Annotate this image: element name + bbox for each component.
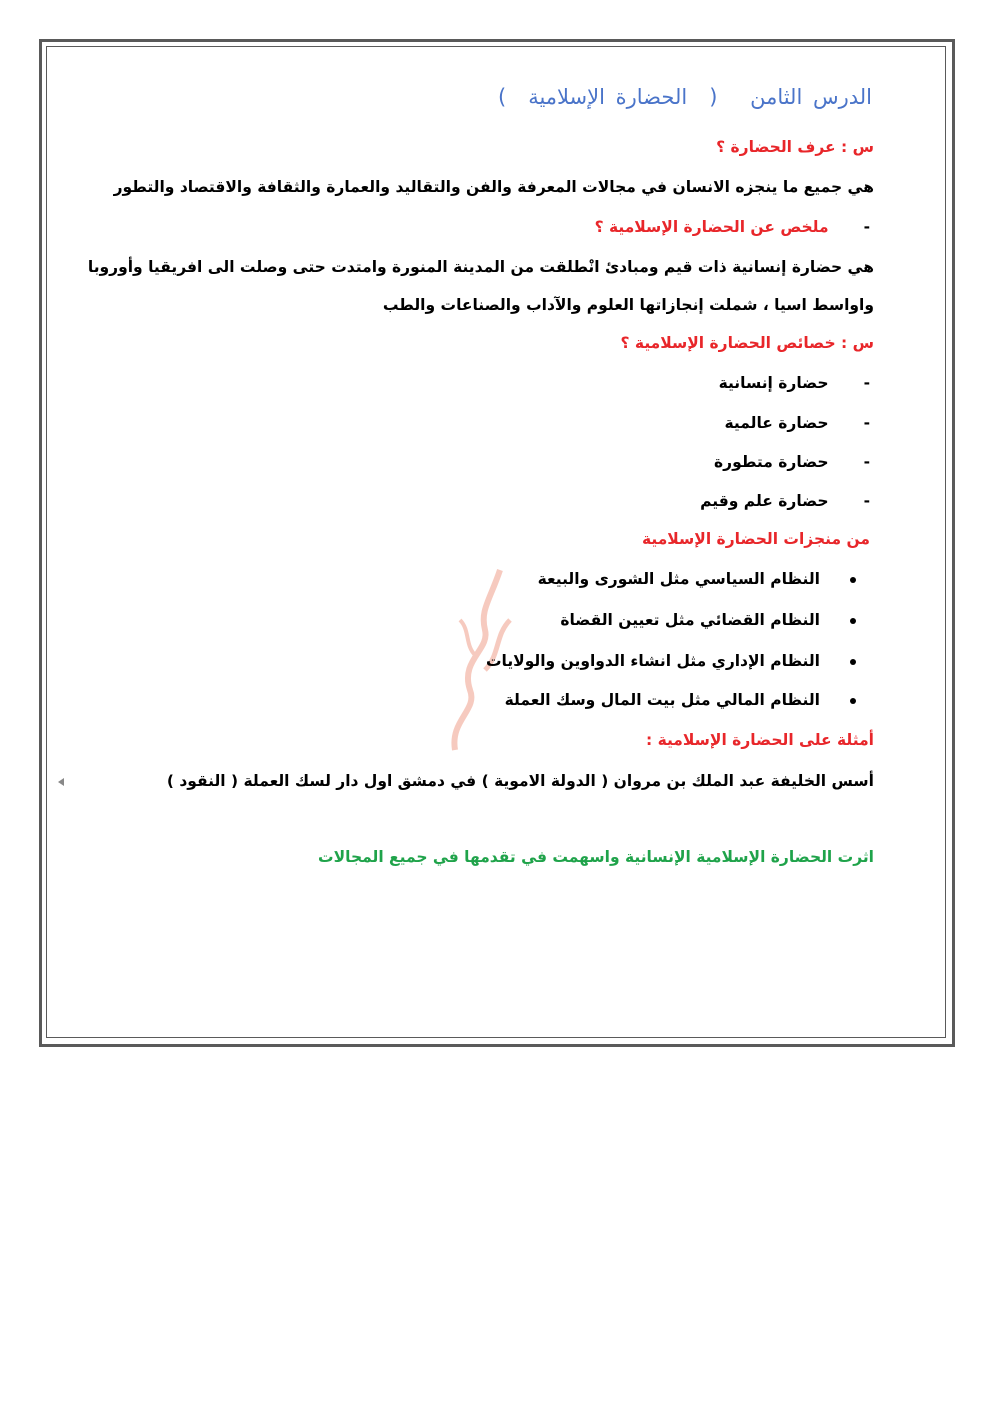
examples-text: أسس الخليفة عبد الملك بن مروان ( الدولة الاموية ) في دمشق اول دار لسك العملة ( النقود ) xyxy=(166,772,874,790)
bullet-icon xyxy=(850,618,856,624)
answer-define-civilization: هي جميع ما ينجزه الانسان في مجالات المعرفة والفن والتقاليد والعمارة والثقافة والاقتصاد والتطور xyxy=(113,178,874,196)
characteristic-item xyxy=(714,451,874,473)
characteristic-dash: - xyxy=(863,414,870,432)
achievement-text: النظام السياسي مثل الشورى والبيعة xyxy=(537,570,820,588)
achievement-text: النظام القضائي مثل تعيين القضاة xyxy=(560,611,820,629)
achievement-text: النظام المالي مثل بيت المال وسك العملة xyxy=(504,691,820,709)
achievement-item xyxy=(538,568,856,590)
characteristic-text: حضارة متطورة xyxy=(714,453,829,471)
examples-heading: أمثلة على الحضارة الإسلامية : xyxy=(645,731,874,749)
bullet-icon xyxy=(850,698,856,704)
lesson-label: الدرس الثامن xyxy=(750,85,872,109)
summary-heading: ملخص عن الحضارة الإسلامية ؟ xyxy=(594,218,829,236)
achievement-text: النظام الإداري مثل انشاء الدواوين والولايات xyxy=(485,652,820,670)
title-paren-open: ( xyxy=(709,85,718,109)
characteristic-dash: - xyxy=(863,374,870,392)
bullet-icon xyxy=(850,577,856,583)
lesson-topic: الحضارة الإسلامية xyxy=(528,85,688,109)
characteristic-item xyxy=(700,490,874,512)
arrow-left-icon xyxy=(58,778,64,786)
achievement-item xyxy=(505,689,856,711)
characteristic-item xyxy=(725,412,875,434)
title-paren-close: ) xyxy=(497,85,507,109)
summary-text-line-1: هي حضارة إنسانية ذات قيم ومبادئ انْطلقت من المدينة المنورة وامتدت حتى وصلت الى افريقيا وأوروبا xyxy=(87,258,874,276)
characteristic-text: حضارة إنسانية xyxy=(718,374,829,392)
characteristic-text: حضارة عالمية xyxy=(724,414,829,432)
characteristic-dash: - xyxy=(863,453,870,471)
summary-text-line-2: واواسط اسيا ، شملت إنجازاتها العلوم والآداب والصناعات والطب xyxy=(382,296,874,314)
characteristic-item xyxy=(719,372,874,394)
question-define-civilization: س : عرف الحضارة ؟ xyxy=(716,138,874,156)
conclusion-text: اثرت الحضارة الإسلامية الإنسانية واسهمت في تقدمها في جميع المجالات xyxy=(318,848,874,866)
characteristic-text: حضارة علم وقيم xyxy=(700,492,829,510)
achievements-heading: من منجزات الحضارة الإسلامية xyxy=(641,530,870,548)
lesson-title xyxy=(476,86,872,108)
summary-heading-row xyxy=(595,216,874,238)
summary-dash: - xyxy=(863,218,870,236)
characteristic-dash: - xyxy=(863,492,870,510)
achievement-item xyxy=(560,609,856,631)
question-characteristics: س : خصائص الحضارة الإسلامية ؟ xyxy=(620,334,874,352)
bullet-icon xyxy=(850,659,856,665)
achievement-item xyxy=(486,650,856,672)
